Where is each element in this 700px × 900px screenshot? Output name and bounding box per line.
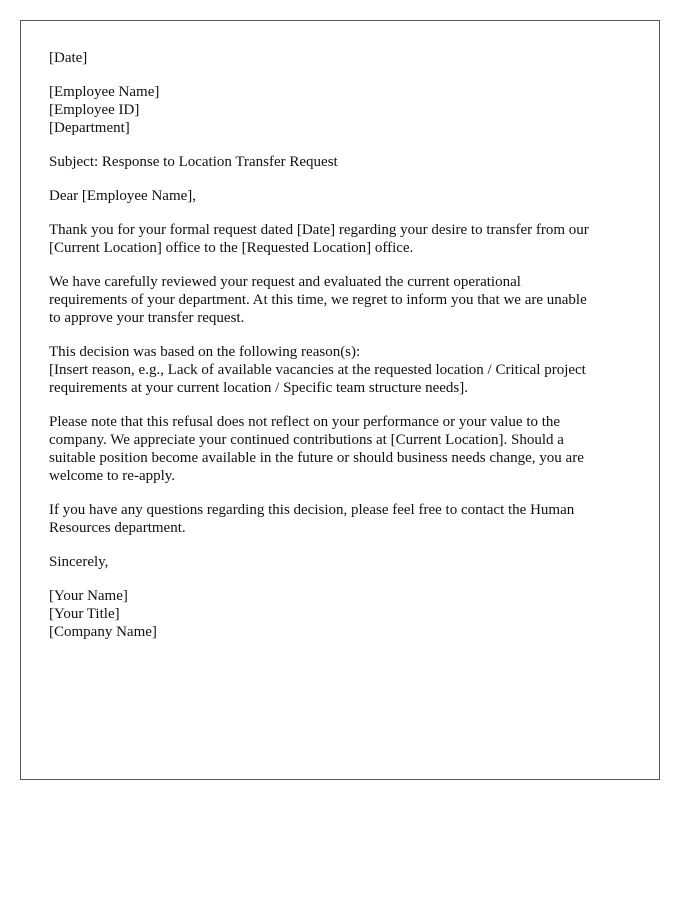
salutation <box>49 187 631 205</box>
letter-date <box>49 49 631 67</box>
recipient-id: [Employee ID] <box>49 102 140 118</box>
recipient-department: [Department] <box>49 120 130 136</box>
paragraph-line: We have carefully reviewed your request and evaluated the current operational <box>49 274 521 290</box>
paragraph-line: to approve your transfer request. <box>49 310 245 326</box>
signature-company: [Company Name] <box>49 624 157 640</box>
paragraph-line: [Insert reason, e.g., Lack of available vacancies at the requested location / Critical project <box>49 362 586 378</box>
paragraph-line: This decision was based on the following reason(s): <box>49 344 361 360</box>
paragraph-line: Please note that this refusal does not reflect on your performance or your value to the <box>49 414 561 430</box>
letter-page <box>20 20 660 780</box>
paragraph-line: Thank you for your formal request dated [Date] regarding your desire to transfer from our <box>49 222 589 238</box>
paragraph-line: requirements at your current location / Specific team structure needs]. <box>49 380 469 396</box>
signature-name: [Your Name] <box>49 588 128 604</box>
paragraph-request-ack <box>49 221 631 257</box>
subject-text: Subject: Response to Location Transfer Request <box>49 154 338 170</box>
paragraph-note <box>49 413 631 485</box>
paragraph-line: Resources department. <box>49 520 186 536</box>
closing <box>49 553 631 571</box>
signature-title: [Your Title] <box>49 606 120 622</box>
paragraph-reasons <box>49 343 631 397</box>
paragraph-line: If you have any questions regarding this decision, please feel free to contact the Human <box>49 502 575 518</box>
paragraph-contact <box>49 501 631 537</box>
paragraph-line: suitable position become available in the future or should business needs change, you are <box>49 450 584 466</box>
paragraph-line: requirements of your department. At this time, we regret to inform you that we are unable <box>49 292 587 308</box>
recipient-name: [Employee Name] <box>49 84 160 100</box>
paragraph-line: [Current Location] office to the [Requested Location] office. <box>49 240 414 256</box>
signature-block <box>49 587 631 641</box>
date-text: [Date] <box>49 50 88 66</box>
recipient-block <box>49 83 631 137</box>
salutation-text: Dear [Employee Name], <box>49 188 197 204</box>
paragraph-decision <box>49 273 631 327</box>
subject-line <box>49 153 631 171</box>
paragraph-line: welcome to re-apply. <box>49 468 176 484</box>
paragraph-line: company. We appreciate your continued contributions at [Current Location]. Should a <box>49 432 564 448</box>
closing-text: Sincerely, <box>49 554 109 570</box>
